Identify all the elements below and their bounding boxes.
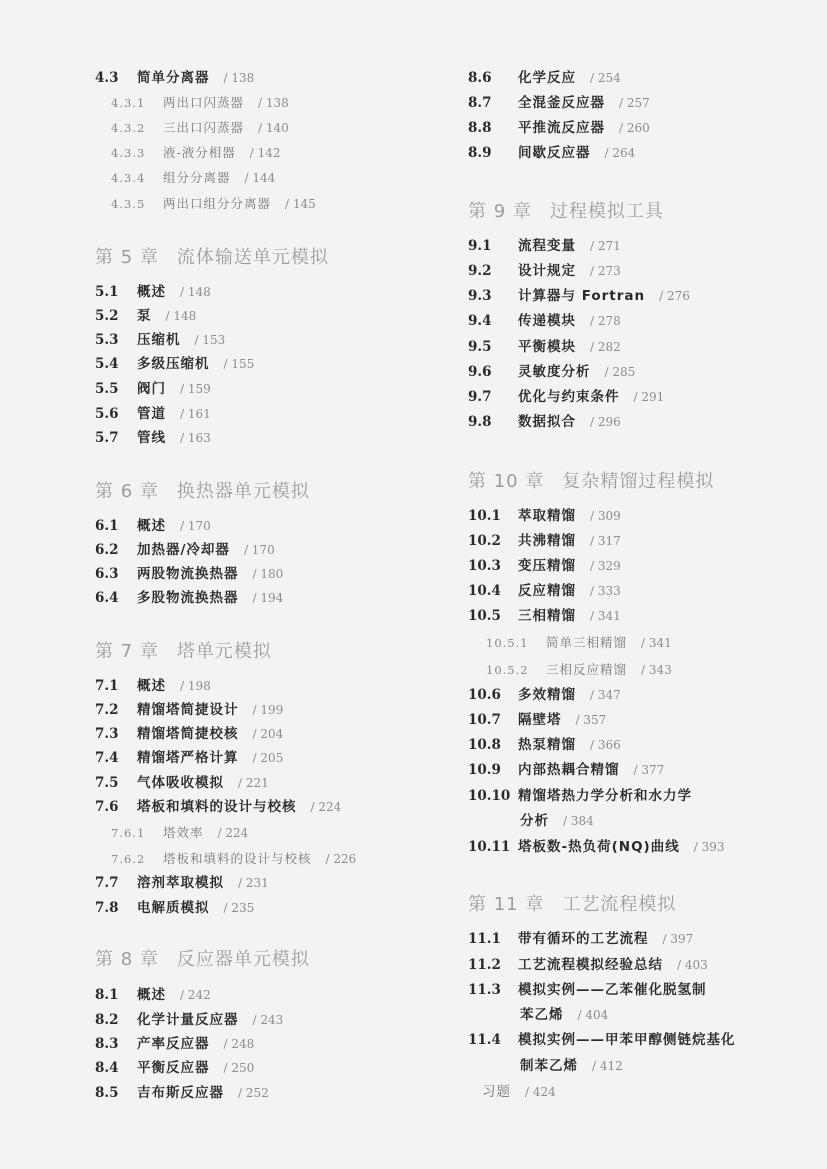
entry-page-number: / 404 — [577, 1008, 609, 1022]
toc-section-entry[interactable] — [95, 330, 225, 350]
toc-section-entry[interactable] — [468, 261, 621, 281]
entry-title: 塔板和填料的设计与校核 — [137, 799, 297, 815]
toc-section-entry[interactable] — [468, 556, 621, 576]
entry-page-number: / 366 — [590, 738, 621, 752]
toc-section-entry[interactable] — [95, 354, 254, 374]
entry-title: 塔板和填料的设计与校核 — [163, 851, 312, 866]
entry-number: 6.3 — [95, 566, 119, 582]
entry-number: 10.9 — [468, 762, 501, 778]
entry-page-number: / 252 — [238, 1086, 269, 1100]
toc-section-entry[interactable] — [468, 362, 635, 382]
entry-number: 10.10 — [468, 788, 511, 804]
chapter-title: 塔单元模拟 — [176, 641, 272, 662]
entry-number: 10.4 — [468, 583, 501, 599]
entry-number: 11.1 — [468, 931, 501, 947]
toc-section-entry[interactable] — [468, 685, 621, 705]
entry-number: 8.9 — [468, 145, 492, 161]
entry-title: 两股物流换热器 — [137, 566, 239, 582]
entry-number: 8.4 — [95, 1060, 119, 1076]
entry-title: 吉布斯反应器 — [137, 1085, 224, 1101]
toc-section-entry[interactable] — [95, 306, 196, 326]
entry-number: 11.3 — [468, 982, 501, 998]
entry-page-number: / 224 — [310, 800, 342, 814]
chapter-title: 工艺流程模拟 — [562, 894, 677, 915]
entry-title: 平衡模块 — [518, 339, 576, 355]
entry-title: 阀门 — [137, 381, 166, 397]
entry-title: 溶剂萃取模拟 — [137, 875, 224, 891]
toc-subsection-entry[interactable] — [111, 823, 248, 843]
toc-section-entry[interactable] — [95, 540, 275, 560]
entry-number: 4.3.4 — [111, 171, 146, 185]
entry-number: 7.2 — [95, 702, 119, 718]
entry-number: 4.3 — [95, 70, 119, 86]
entry-page-number: / 163 — [180, 431, 211, 445]
chapter-title: 反应器单元模拟 — [176, 949, 310, 970]
entry-page-number: / 397 — [662, 932, 694, 946]
chapter-title: 过程模拟工具 — [549, 201, 664, 222]
toc-section-entry[interactable] — [95, 748, 283, 768]
entry-number: 8.6 — [468, 70, 492, 86]
entry-title: 组分分离器 — [163, 170, 231, 185]
chapter-heading — [468, 893, 676, 917]
toc-section-entry[interactable] — [95, 985, 211, 1005]
entry-page-number: / 235 — [223, 901, 255, 915]
entry-page-number: / 226 — [325, 852, 357, 866]
chapter-heading — [468, 470, 714, 494]
entry-page-number: / 291 — [633, 390, 665, 404]
entry-page-number: / 424 — [525, 1085, 556, 1099]
entry-page-number: / 170 — [180, 519, 211, 533]
toc-section-entry[interactable] — [468, 118, 650, 138]
entry-number: 5.2 — [95, 308, 119, 324]
entry-number: 5.7 — [95, 430, 119, 446]
entry-page-number: / 155 — [223, 357, 255, 371]
toc-subsection-entry[interactable] — [111, 194, 316, 214]
entry-number: 9.5 — [468, 339, 492, 355]
entry-page-number: / 384 — [563, 814, 594, 828]
entry-title: 设计规定 — [518, 263, 576, 279]
toc-subsection-entry[interactable] — [111, 168, 275, 188]
entry-number: 11.4 — [468, 1032, 501, 1048]
entry-page-number: / 144 — [244, 171, 276, 185]
entry-title: 习题 — [482, 1084, 511, 1100]
entry-page-number: / 148 — [165, 309, 197, 323]
toc-subsection-entry[interactable] — [111, 849, 356, 869]
chapter-number: 第 11 章 — [468, 894, 545, 915]
chapter-number: 第 8 章 — [95, 949, 159, 970]
entry-number: 7.6.1 — [111, 826, 146, 840]
entry-number: 9.3 — [468, 288, 492, 304]
chapter-title: 流体输送单元模拟 — [176, 247, 329, 268]
entry-page-number: / 180 — [252, 567, 284, 581]
toc-section-entry[interactable] — [95, 516, 211, 536]
toc-section-entry[interactable] — [468, 1030, 736, 1050]
entry-number: 7.1 — [95, 678, 119, 694]
entry-number: 10.6 — [468, 687, 501, 703]
entry-title: 塔效率 — [163, 825, 204, 840]
toc-section-entry[interactable] — [95, 873, 269, 893]
entry-page-number: / 341 — [641, 636, 672, 650]
toc-section-entry[interactable] — [468, 929, 693, 949]
entry-page-number: / 357 — [575, 713, 607, 727]
entry-title: 气体吸收模拟 — [137, 775, 224, 791]
entry-page-number: / 221 — [238, 776, 269, 790]
entry-title: 内部热耦合精馏 — [518, 762, 620, 778]
entry-title: 管线 — [137, 430, 166, 446]
toc-section-entry[interactable] — [95, 700, 283, 720]
toc-section-entry[interactable] — [468, 337, 621, 357]
entry-title: 三出口闪蒸器 — [163, 120, 245, 135]
entry-page-number: / 309 — [590, 509, 621, 523]
entry-title: 变压精馏 — [518, 558, 576, 574]
entry-page-number: / 254 — [590, 71, 621, 85]
toc-section-entry[interactable] — [468, 236, 621, 256]
toc-section-entry[interactable] — [95, 1010, 283, 1030]
toc-section-entry[interactable] — [468, 581, 621, 601]
toc-section-entry[interactable] — [520, 1056, 623, 1076]
entry-page-number: / 260 — [619, 121, 650, 135]
entry-page-number: / 199 — [252, 703, 284, 717]
toc-section-entry[interactable] — [95, 404, 211, 424]
toc-section-entry[interactable] — [468, 286, 690, 306]
toc-section-entry[interactable] — [468, 837, 724, 857]
entry-page-number: / 296 — [590, 415, 621, 429]
entry-title: 间歇反应器 — [518, 145, 591, 161]
chapter-heading — [95, 640, 272, 664]
entry-title: 精馏塔简捷校核 — [137, 726, 239, 742]
entry-page-number: / 204 — [252, 727, 284, 741]
entry-title: 模拟实例——甲苯甲醇侧链烷基化 — [518, 1032, 736, 1048]
toc-section-entry[interactable] — [482, 1082, 556, 1102]
entry-number: 9.1 — [468, 238, 492, 254]
entry-page-number: / 403 — [677, 958, 708, 972]
toc-section-entry[interactable] — [95, 379, 211, 399]
entry-number: 5.1 — [95, 284, 119, 300]
entry-title: 多效精馏 — [518, 687, 576, 703]
toc-section-entry[interactable] — [95, 773, 269, 793]
entry-title: 反应精馏 — [518, 583, 576, 599]
entry-page-number: / 347 — [590, 688, 621, 702]
toc-section-entry[interactable] — [468, 506, 621, 526]
entry-page-number: / 138 — [223, 71, 255, 85]
entry-page-number: / 161 — [180, 407, 211, 421]
entry-number: 5.6 — [95, 406, 119, 422]
entry-number: 9.7 — [468, 389, 492, 405]
entry-number: 7.3 — [95, 726, 119, 742]
entry-title: 传递模块 — [518, 313, 576, 329]
entry-title: 数据拟合 — [518, 414, 576, 430]
entry-number: 10.5 — [468, 608, 501, 624]
entry-number: 10.5.2 — [486, 663, 529, 677]
entry-title: 化学计量反应器 — [137, 1012, 239, 1028]
entry-page-number: / 140 — [258, 121, 289, 135]
chapter-heading — [95, 480, 310, 504]
entry-title: 电解质模拟 — [137, 900, 210, 916]
entry-page-number: / 250 — [223, 1061, 255, 1075]
entry-page-number: / 194 — [252, 591, 284, 605]
entry-page-number: / 276 — [659, 289, 690, 303]
entry-page-number: / 264 — [604, 146, 636, 160]
chapter-heading — [95, 246, 329, 270]
entry-title: 概述 — [137, 987, 166, 1003]
entry-title: 精馏塔简捷设计 — [137, 702, 239, 718]
toc-section-entry[interactable] — [520, 1005, 608, 1025]
toc-section-entry[interactable] — [95, 724, 283, 744]
entry-page-number: / 231 — [238, 876, 269, 890]
entry-number: 4.3.2 — [111, 121, 146, 135]
entry-number: 7.4 — [95, 750, 119, 766]
entry-page-number: / 138 — [258, 96, 289, 110]
entry-title: 计算器与 Fortran — [518, 288, 646, 304]
entry-title: 带有循环的工艺流程 — [518, 931, 649, 947]
entry-number: 8.8 — [468, 120, 492, 136]
entry-title: 两出口组分分离器 — [163, 196, 272, 211]
entry-page-number: / 248 — [223, 1037, 255, 1051]
entry-page-number: / 224 — [217, 826, 249, 840]
toc-section-entry[interactable] — [95, 1034, 254, 1054]
toc-section-entry[interactable] — [95, 676, 211, 696]
entry-page-number: / 393 — [693, 840, 725, 854]
entry-number: 4.3.3 — [111, 146, 146, 160]
entry-number: 10.8 — [468, 737, 501, 753]
entry-number: 5.4 — [95, 356, 119, 372]
chapter-number: 第 6 章 — [95, 481, 159, 502]
entry-title: 平推流反应器 — [518, 120, 605, 136]
toc-section-entry[interactable] — [95, 282, 211, 302]
entry-title: 简单三相精馏 — [546, 635, 628, 650]
entry-title: 多级压缩机 — [137, 356, 210, 372]
entry-title: 三相精馏 — [518, 608, 576, 624]
entry-page-number: / 205 — [252, 751, 284, 765]
entry-page-number: / 343 — [641, 663, 672, 677]
chapter-number: 第 7 章 — [95, 641, 159, 662]
entry-title: 简单分离器 — [137, 70, 210, 86]
entry-title: 全混釜反应器 — [518, 95, 605, 111]
entry-title: 概述 — [137, 678, 166, 694]
toc-section-entry[interactable] — [468, 387, 664, 407]
entry-page-number: / 145 — [285, 197, 316, 211]
entry-number: 9.8 — [468, 414, 492, 430]
entry-page-number: / 273 — [590, 264, 621, 278]
toc-section-entry[interactable] — [95, 68, 254, 88]
chapter-heading — [468, 200, 664, 224]
toc-section-entry[interactable] — [468, 760, 664, 780]
toc-subsection-entry[interactable] — [111, 143, 281, 163]
toc-section-entry[interactable] — [468, 531, 621, 551]
chapter-number: 第 9 章 — [468, 201, 532, 222]
entry-number: 9.6 — [468, 364, 492, 380]
entry-number: 8.1 — [95, 987, 119, 1003]
entry-page-number: / 242 — [180, 988, 211, 1002]
entry-title: 热泵精馏 — [518, 737, 576, 753]
entry-title: 两出口闪蒸器 — [163, 95, 245, 110]
entry-number: 9.4 — [468, 313, 492, 329]
toc-section-entry[interactable] — [95, 1058, 254, 1078]
entry-number: 5.5 — [95, 381, 119, 397]
chapter-heading — [95, 948, 310, 972]
entry-number: 6.1 — [95, 518, 119, 534]
entry-number: 5.3 — [95, 332, 119, 348]
toc-section-entry[interactable] — [468, 93, 650, 113]
entry-page-number: / 159 — [180, 382, 211, 396]
entry-number: 7.5 — [95, 775, 119, 791]
entry-title: 模拟实例——乙苯催化脱氢制 — [518, 982, 707, 998]
entry-page-number: / 198 — [180, 679, 211, 693]
entry-title: 苯乙烯 — [520, 1007, 564, 1023]
entry-number: 8.5 — [95, 1085, 119, 1101]
entry-title: 产率反应器 — [137, 1036, 210, 1052]
entry-number: 4.3.1 — [111, 96, 146, 110]
entry-title: 压缩机 — [137, 332, 181, 348]
entry-title: 加热器/冷却器 — [137, 542, 230, 558]
entry-title: 泵 — [137, 308, 152, 324]
entry-number: 8.2 — [95, 1012, 119, 1028]
toc-section-entry[interactable] — [468, 955, 708, 975]
toc-section-entry[interactable] — [95, 1083, 269, 1103]
chapter-title: 复杂精馏过程模拟 — [562, 471, 715, 492]
entry-number: 11.2 — [468, 957, 501, 973]
entry-number: 6.2 — [95, 542, 119, 558]
toc-section-entry[interactable] — [468, 143, 635, 163]
entry-number: 6.4 — [95, 590, 119, 606]
entry-title: 分析 — [520, 813, 549, 829]
entry-page-number: / 153 — [194, 333, 226, 347]
entry-page-number: / 271 — [590, 239, 621, 253]
entry-number: 8.7 — [468, 95, 492, 111]
entry-title: 共沸精馏 — [518, 533, 576, 549]
entry-title: 三相反应精馏 — [546, 662, 628, 677]
toc-section-entry[interactable] — [468, 68, 621, 88]
entry-page-number: / 341 — [590, 609, 621, 623]
toc-section-entry[interactable] — [468, 412, 621, 432]
entry-page-number: / 142 — [249, 146, 281, 160]
entry-title: 平衡反应器 — [137, 1060, 210, 1076]
toc-section-entry[interactable] — [520, 811, 594, 831]
chapter-number: 第 5 章 — [95, 247, 159, 268]
entry-title: 概述 — [137, 284, 166, 300]
entry-number: 4.3.5 — [111, 197, 146, 211]
entry-page-number: / 170 — [243, 543, 275, 557]
toc-section-entry[interactable] — [468, 606, 621, 626]
toc-section-entry[interactable] — [468, 710, 606, 730]
entry-number: 8.3 — [95, 1036, 119, 1052]
chapter-title: 换热器单元模拟 — [176, 481, 310, 502]
entry-title: 多股物流换热器 — [137, 590, 239, 606]
entry-title: 流程变量 — [518, 238, 576, 254]
entry-page-number: / 148 — [180, 285, 211, 299]
entry-number: 10.3 — [468, 558, 501, 574]
entry-title: 塔板数-热负荷(NQ)曲线 — [518, 839, 680, 855]
entry-title: 灵敏度分析 — [518, 364, 591, 380]
entry-page-number: / 333 — [590, 584, 621, 598]
entry-page-number: / 412 — [592, 1059, 623, 1073]
toc-subsection-entry[interactable] — [111, 118, 289, 138]
toc-section-entry[interactable] — [468, 311, 621, 331]
entry-number: 7.6 — [95, 799, 119, 815]
entry-page-number: / 329 — [590, 559, 621, 573]
entry-title: 萃取精馏 — [518, 508, 576, 524]
entry-number: 10.5.1 — [486, 636, 529, 650]
entry-title: 管道 — [137, 406, 166, 422]
entry-title: 优化与约束条件 — [518, 389, 620, 405]
toc-section-entry[interactable] — [468, 735, 621, 755]
entry-page-number: / 377 — [633, 763, 665, 777]
entry-title: 精馏塔热力学分析和水力学 — [518, 788, 692, 804]
entry-number: 9.2 — [468, 263, 492, 279]
entry-page-number: / 282 — [590, 340, 621, 354]
entry-page-number: / 278 — [590, 314, 621, 328]
toc-section-entry[interactable] — [468, 980, 707, 1000]
toc-subsection-entry[interactable] — [486, 633, 672, 653]
toc-section-entry[interactable] — [95, 428, 211, 448]
entry-title: 液-液分相器 — [163, 145, 236, 160]
entry-page-number: / 317 — [590, 534, 621, 548]
toc-section-entry[interactable] — [95, 898, 254, 918]
toc-section-entry[interactable] — [468, 786, 692, 806]
entry-number: 7.6.2 — [111, 852, 146, 866]
entry-number: 7.8 — [95, 900, 119, 916]
toc-subsection-entry[interactable] — [111, 93, 289, 113]
entry-page-number: / 285 — [604, 365, 636, 379]
entry-title: 工艺流程模拟经验总结 — [518, 957, 663, 973]
entry-number: 10.11 — [468, 839, 511, 855]
entry-page-number: / 257 — [619, 96, 650, 110]
entry-number: 10.2 — [468, 533, 501, 549]
entry-title: 精馏塔严格计算 — [137, 750, 239, 766]
entry-title: 化学反应 — [518, 70, 576, 86]
toc-section-entry[interactable] — [95, 588, 283, 608]
entry-title: 概述 — [137, 518, 166, 534]
entry-title: 制苯乙烯 — [520, 1058, 578, 1074]
entry-number: 7.7 — [95, 875, 119, 891]
chapter-number: 第 10 章 — [468, 471, 545, 492]
entry-title: 隔壁塔 — [518, 712, 562, 728]
toc-section-entry[interactable] — [95, 797, 341, 817]
entry-number: 10.1 — [468, 508, 501, 524]
entry-page-number: / 243 — [252, 1013, 284, 1027]
toc-subsection-entry[interactable] — [486, 660, 672, 680]
toc-section-entry[interactable] — [95, 564, 283, 584]
entry-number: 10.7 — [468, 712, 501, 728]
